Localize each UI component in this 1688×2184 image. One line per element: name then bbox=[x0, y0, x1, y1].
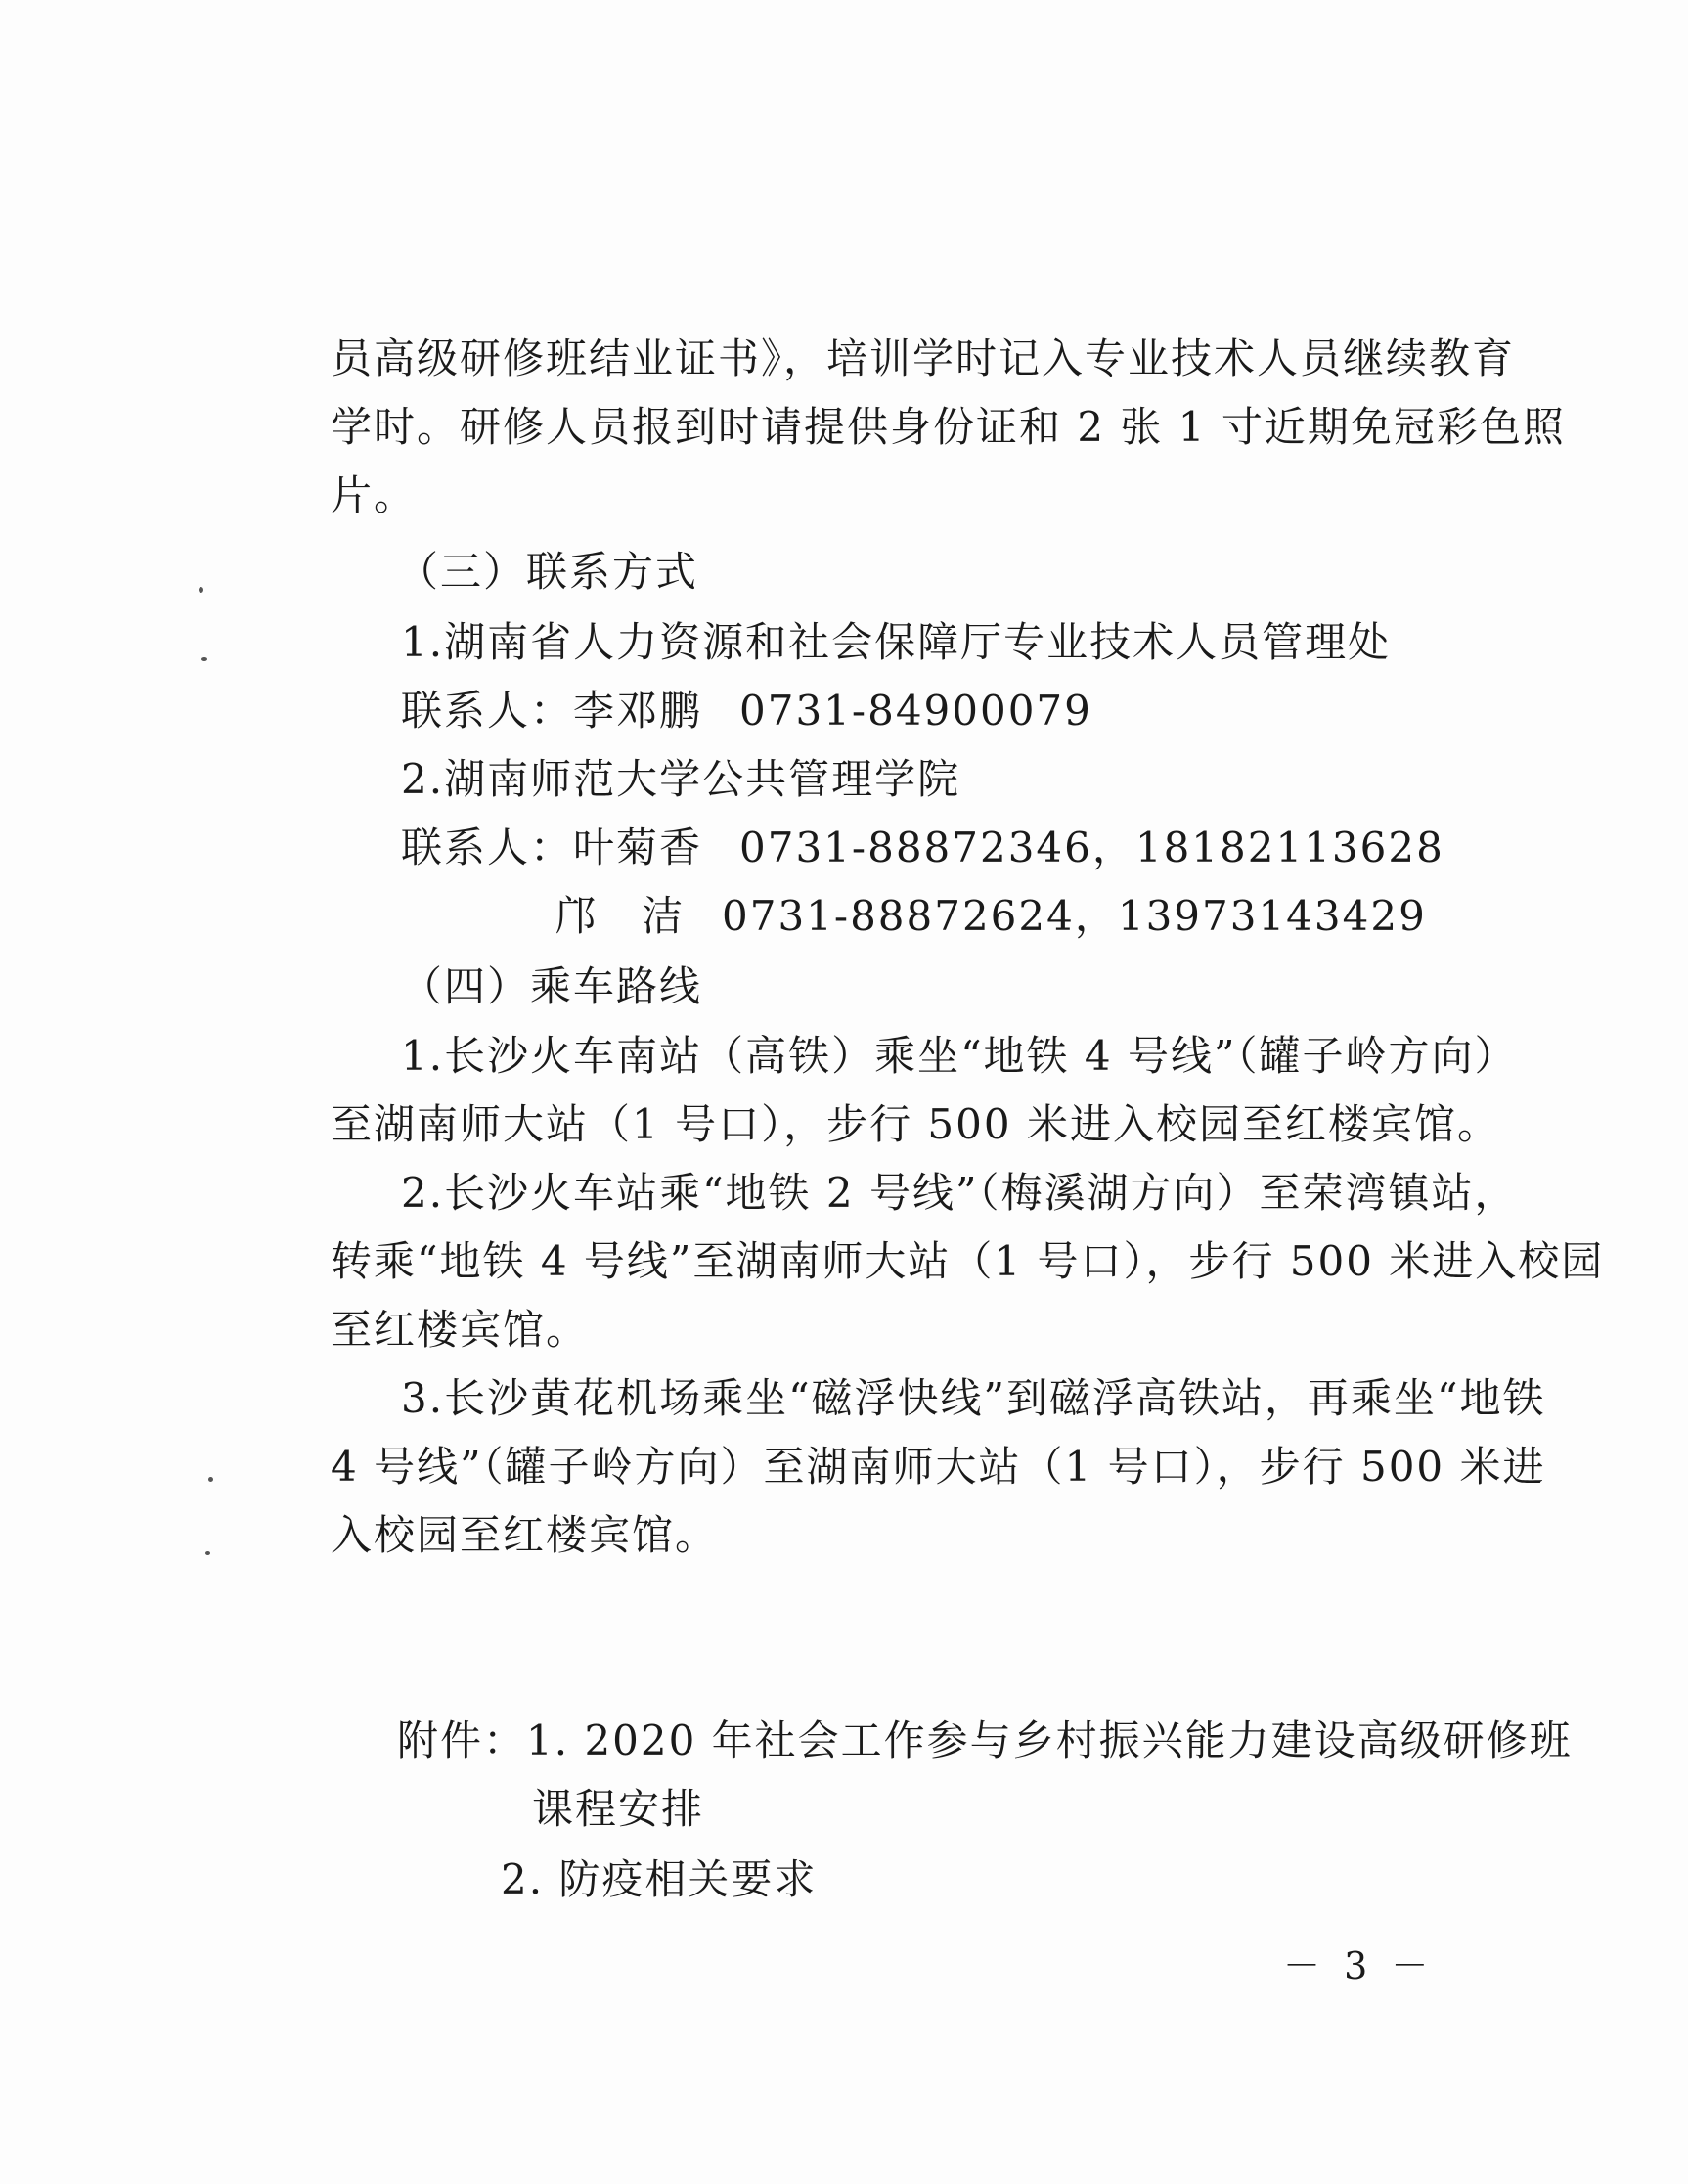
contact-person-name: 李邓鹏 bbox=[573, 687, 703, 735]
route-3-line-3 bbox=[331, 1511, 718, 1560]
contact-org-2-person-row-1 bbox=[401, 824, 1444, 872]
cert-paragraph-line-2-text: 学时。研修人员报到时请提供身份证和 2 张 1 寸近期免冠彩色照 bbox=[331, 403, 1566, 451]
attachments-row-2 bbox=[532, 1785, 704, 1834]
contact-person-name: 叶菊香 bbox=[573, 824, 703, 871]
contact-phone: 0731-88872624，13973143429 bbox=[722, 892, 1427, 940]
cert-paragraph-line-1 bbox=[331, 334, 1516, 383]
route-2-line-1 bbox=[401, 1169, 1517, 1218]
route-1-line-1 bbox=[401, 1032, 1517, 1081]
route-2-line-2-text: 转乘“地铁 4 号线”至湖南师大站（1 号口），步行 500 米进入校园 bbox=[331, 1237, 1605, 1285]
scan-speck bbox=[199, 587, 203, 593]
route-2-line-1-text: 2.长沙火车站乘“地铁 2 号线”（梅溪湖方向）至荣湾镇站， bbox=[401, 1169, 1518, 1217]
route-1-line-2 bbox=[331, 1100, 1500, 1149]
attachments-row-3 bbox=[501, 1855, 817, 1904]
route-3-line-3-text: 入校园至红楼宾馆。 bbox=[331, 1511, 719, 1559]
contact-phone: 0731-88872346，18182113628 bbox=[739, 824, 1444, 871]
route-2-line-2 bbox=[331, 1237, 1604, 1286]
attachment-item-1-line-1: 1. 2020 年社会工作参与乡村振兴能力建设高级研修班 bbox=[526, 1716, 1573, 1764]
route-3-line-1-text: 3.长沙黄花机场乘坐“磁浮快线”到磁浮高铁站，再乘坐“地铁 bbox=[401, 1374, 1546, 1422]
contact-person-name: 邝 洁 bbox=[555, 892, 686, 940]
cert-paragraph-line-1-text: 员高级研修班结业证书》，培训学时记入专业技术人员继续教育 bbox=[331, 334, 1516, 382]
scan-speck bbox=[201, 657, 207, 661]
contact-label: 联系人： bbox=[401, 687, 574, 735]
contact-phone: 0731-84900079 bbox=[739, 687, 1092, 735]
route-2-line-3-text: 至红楼宾馆。 bbox=[331, 1306, 590, 1354]
page-number-text: － 3 － bbox=[1283, 1944, 1435, 1987]
contact-label: 联系人： bbox=[401, 824, 574, 871]
attachments-label: 附件： bbox=[397, 1716, 527, 1764]
route-1-line-2-text: 至湖南师大站（1 号口），步行 500 米进入校园至红楼宾馆。 bbox=[331, 1100, 1500, 1148]
attachment-item-2: 2. 防疫相关要求 bbox=[501, 1855, 818, 1903]
route-heading bbox=[401, 962, 702, 1011]
contact-org-2-text: 2.湖南师范大学公共管理学院 bbox=[401, 755, 961, 803]
route-1-line-1-text: 1.长沙火车南站（高铁）乘坐“地铁 4 号线”（罐子岭方向） bbox=[401, 1032, 1518, 1080]
contact-org-1-person-row bbox=[401, 687, 1092, 735]
contact-heading bbox=[397, 548, 698, 597]
attachments-row-1 bbox=[397, 1716, 1573, 1765]
route-3-line-1 bbox=[401, 1374, 1546, 1423]
contact-org-2 bbox=[401, 755, 960, 804]
route-heading-text: （四）乘车路线 bbox=[401, 962, 703, 1010]
route-3-line-2 bbox=[331, 1443, 1545, 1492]
contact-heading-text: （三）联系方式 bbox=[397, 548, 699, 596]
route-3-line-2-text: 4 号线”（罐子岭方向）至湖南师大站（1 号口），步行 500 米进 bbox=[331, 1443, 1546, 1491]
contact-org-1 bbox=[401, 618, 1391, 667]
route-2-line-3 bbox=[331, 1306, 589, 1355]
attachment-item-1-line-2: 课程安排 bbox=[532, 1785, 705, 1833]
cert-paragraph-line-3-text: 片。 bbox=[331, 471, 418, 519]
scan-speck bbox=[208, 1477, 213, 1482]
cert-paragraph-line-2 bbox=[331, 403, 1566, 452]
page-number bbox=[1283, 1944, 1434, 1987]
cert-paragraph-line-3 bbox=[331, 471, 417, 520]
contact-org-1-text: 1.湖南省人力资源和社会保障厅专业技术人员管理处 bbox=[401, 618, 1392, 666]
contact-org-2-person-row-2 bbox=[555, 892, 1427, 941]
scan-speck bbox=[205, 1551, 210, 1555]
